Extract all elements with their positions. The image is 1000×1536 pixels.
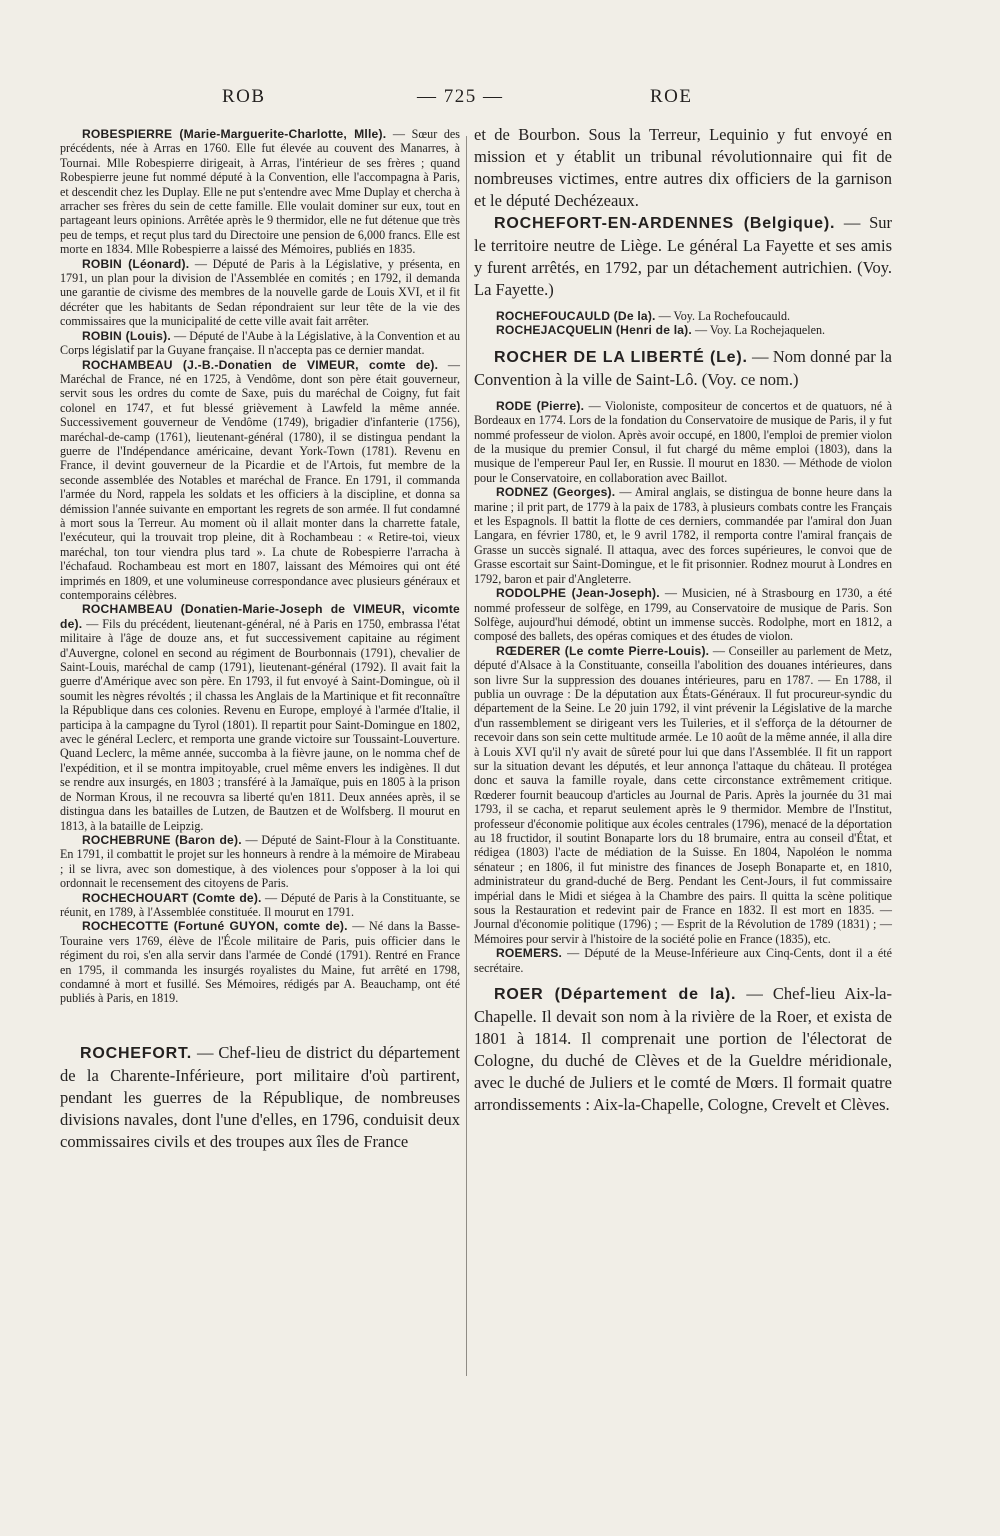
entry-text: — Fils du précédent, lieutenant-général, né à Paris en 1750, embrassa l'état militaire à l'âge de douze ans, et fut successivement capitaine au régiment d'Auvergne, colonel en second au régiment de Bourbonnais (1791), chevalier de Saint-Louis, maréchal de camp (1791), lieutenant-général (1792). Il avait fait la guerre d'Amérique avec son père. En 1793, il fut envoyé à Saint-Domingue, où il soumit les nègres révoltés ; il chassa les Anglais de la Martinique et fit reconnaître la République dans ces colonies. Revenu en Europe, employé à l'armée d'Italie, il participa à la campagne du Tyrol (1801). Il repartit pour Saint-Domingue en 1802, avec le général Leclerc, et remporta une grande victoire sur Toussaint-Louverture. Quand Leclerc, la même année, succomba à la fièvre jaune, on le nomma chef de l'expédition, et il se montra impitoyable, cruel même envers les indigènes. Il dut se rendre aux insurgés, en 1803 ; transféré à la Jamaïque, puis en 1805 à la prison de Norman Krous, il ne recouvra sa liberté qu'en 1811. Deux années après, il se distingua dans les batailles de Lutzen, de Bautzen et de Wolfsberg. Il mourut en 1813, à la bataille de Leipzig. [60,616,460,833]
headword: ROBIN (Louis). [82,328,171,343]
right-entries-b [474,399,892,975]
running-head-right: ROE [650,86,693,107]
left-column [60,127,460,1153]
entry-rochejacquelin [474,323,892,337]
entry-rochebrune [60,833,460,891]
entry-text: — Nom donné par la Convention à la ville de Saint-Lô. (Voy. ce nom.) [474,346,892,389]
headword: ROBIN (Léonard). [82,256,190,271]
entry-roemers [474,946,892,975]
entry-rochechouart [60,891,460,920]
entry-text: — Député de Paris à la Constituante, se réunit, en 1789, à l'Assemblée constituée. Il mourut en 1791. [60,890,460,919]
left-entries [60,127,460,1006]
entry-text: — Chef-lieu Aix-la-Chapelle. Il devait son nom à la rivière de la Roer, et exista de 1801 à 1814. Il comprenait une portion de l'électorat de Cologne, du duché de Clèves et de la Gueldre méridionale, avec le duché de Juliers et le comté de Mœrs. Il formait quatre arrondissements : Aix-la-Chapelle, Cologne, Crevelt et Clèves. [474,984,892,1115]
entry-rochambeau-vicomte [60,602,460,833]
entry-rochefort-en-ardennes [474,212,892,301]
headword: ROCHEJACQUELIN (Henri de la). [496,323,692,338]
entry-rochefort-continuation: et de Bourbon. Sous la Terreur, Lequinio y fut envoyé en mission et y établit un tribunal révolutionnaire qui fit de nombreuses victimes, entre autres dix officiers de la garnison et le député Dechézeaux. [474,125,892,210]
entry-robespierre [60,127,460,257]
headword: ROCHECHOUART (Comte de). [82,890,262,905]
headword: RŒDERER (Le comte Pierre-Louis). [496,643,710,658]
right-entries-a [474,309,892,338]
column-rule [466,136,467,1376]
entry-robin-leonard [60,257,460,329]
headword: RODNEZ (Georges). [496,485,616,500]
entry-text: — Député de la Meuse-Inférieure aux Cinq-Cents, dont il a été secrétaire. [474,946,892,975]
section-spacer [474,975,892,983]
entry-text: — Violoniste, compositeur de concertos et de quatuors, né à Bordeaux en 1774. Lors de la fondation du Conservatoire de musique de Paris, il y fut nommé professeur de violon. Après avoir occupé, en 1800, l'emploi de premier violon de la musique du premier Consul, il fut chargé du même emploi (1803), dans la musique de l'empereur Paul Ier, en Russie. Il mourut en 1830. — Méthode de violon pour le Conservatoire, en collaboration avec Baillot. [474,398,892,485]
headword: RODOLPHE (Jean-Joseph). [496,586,660,601]
entry-rodnez [474,485,892,586]
headword: ROCHEFORT-EN-ARDENNES (Belgique). [494,215,836,232]
entry-rodolphe [474,586,892,644]
right-column [474,124,892,1116]
entry-text: — Voy. La Rochefoucauld. [655,309,791,323]
headword: ROCHAMBEAU (Donatien-Marie-Joseph de VIMEUR, vicomte de). [60,602,460,631]
entry-text: — Voy. La Rochejaquelen. [691,323,826,338]
entry-text: — Né dans la Basse-Touraine vers 1769, élève de l'École militaire de Paris, puis officier dans le régiment du roi, s'en alla servir dans l'armée de Condé (1791). Rentré en France en 1795, il commanda les insurgés royalistes du Maine, fut arrêté en 1798, condamné à mort et fusillé. Ses Mémoires, rédigés par A. Beauchamp, ont été publiés à Paris, en 1819. [60,919,460,1006]
entry-text: — Sur le territoire neutre de Liège. Le général La Fayette et ses amis y furent arrêtés, en 1792, par un détachement autrichien. (Voy. La Fayette.) [474,213,892,299]
page-number: — 725 — [417,86,504,107]
headword: ROCHEFOUCAULD (De la). [496,309,656,323]
entry-text: — Musicien, né à Strasbourg en 1730, a été nommé professeur de solfège, en 1799, au Conservatoire de musique de Paris. Son Solfège, aujourd'hui démodé, obtint un immense succès. Rodolphe, mort en 1812, a composé des ballets, des opéras comiques et des études de violon. [474,586,892,644]
headword: ROBESPIERRE (Marie-Marguerite-Charlotte, Mlle). [82,127,387,141]
entry-text: — Amiral anglais, se distingua de bonne heure dans la marine ; il prit part, de 1779 à la paix de 1783, à plusieurs combats contre les Français et les Espagnols. Il battit la flotte de ces derniers, commandée par l'amiral don Juan Langara, en février 1780, et, le 9 avril 1782, il remporta contre l'amiral français de Grasse un succès signalé. Il attaqua, avec des forces supérieures, le convoi que de Grasse escortait sur Saint-Domingue, et le fit prisonnier. Rodnez mourut à Londres en 1792, baron et pair d'Angleterre. [474,485,892,586]
section-spacer [474,301,892,309]
entry-text: — Député de Saint-Flour à la Constituante. En 1791, il combattit le projet sur les honneurs à rendre à la mémoire de Mirabeau ; il se livra, avec son domestique, à des violences pour s'opposer à la loi qui ordonnait le recensement des citoyens de Paris. [60,832,461,891]
section-spacer [474,338,892,346]
entry-text: — Sœur des précédents, née à Arras en 1760. Elle fut élevée au couvent des Manarres, à Tournai. Mlle Robespierre dirigeait, à Arras, l'intérieur de ses frères ; quand Robespierre jeune fut nommé député à la Convention, elle l'accompagna à Paris, et descendit chez les Duplay. Elle ne put s'entendre avec Mme Duplay et chercha à arracher ses frères du sein de cette famille. Elle voulait dominer sur eux, tout en partageant leurs opinions. Arrêtée après le 9 thermidor, elle ne fut détenue que très peu de temps, et reçut plus tard du Directoire une pension de 6,000 francs. Elle est morte en 1834. Mlle Robespierre a laissé des Mémoires, publiés en 1835. [60,127,460,257]
entry-roer [474,983,892,1116]
headword: ROCHER DE LA LIBERTÉ (Le). [494,348,748,366]
running-head-left: ROB [222,86,266,107]
section-spacer [60,1006,460,1042]
entry-rochefort [60,1042,460,1153]
page-header [60,86,940,116]
entry-text: — Député de Paris à la Législative, y présenta, en 1791, un plan pour la division de l'Assemblée en comités ; en 1792, il demanda une garantie de civisme des membres de la nouvelle garde de Louis XVI, et il fit décréter que les habitants de Sedan répondraient sur leur tête de la vie des commissaires que la municipalité de cette ville avait fait arrêter. [60,256,460,329]
entry-text: — Député de l'Aube à la Législative, à la Convention et au Corps législatif par la Guyane française. Il n'accepta pas ce dernier mandat. [60,328,460,358]
entry-rocher-de-la-liberte [474,346,892,391]
headword: ROER (Département de la). [494,986,737,1004]
entry-text: — Chef-lieu de district du département de la Charente-Inférieure, port militaire d'où partirent, pendant les guerres de la République, de nombreuses divisions navales, dont l'une d'elles, en 1796, conduisit deux commissaires civils et des troupes aux îles de France [60,1042,460,1151]
entry-rochecotte [60,919,460,1005]
headword: ROCHEBRUNE (Baron de). [82,832,242,847]
section-spacer [474,391,892,399]
entry-rochefoucauld [474,309,892,323]
entry-robin-louis [60,329,460,358]
entry-text: — Maréchal de France, né en 1725, à Vendôme, dont son père était gouverneur, servit sous les ordres du comte de Saxe, puis du maréchal de Coigny, fut fait colonel en 1747, et fut blessé grièvement à Lawfeld la même année. Successivement gouverneur de Vendôme (1749), brigadier d'infanterie (1756), maréchal-de-camp (1761), lieutenant-général (1780), il se distingua pendant la guerre de l'Indépendance américaine, devant York-Town (1781). Revenu en France, il devint gouverneur de la Picardie et de l'Artois, fut membre de la seconde assemblée des Notables et maréchal de France. En 1791, il commanda l'armée du Nord, rappela les soldats et les officiers à la discipline, et donna sa démission l'année suivante en emportant les regrets de son armée. Il fut condamné à mort sous la Terreur. Au moment où il allait monter dans la charrette fatale, l'exécuteur, qui la trouvait trop pleine, dit à Rochambeau : « Retire-toi, vieux maréchal, ton tour viendra plus tard ». La chute de Robespierre l'arracha à l'échafaud. Rochambeau est mort en 1807, laissant des Mémoires qui ont été imprimés en 1809, et une volumineuse correspondance avec plusieurs généraux et contemporains célèbres. [60,357,460,602]
headword: ROEMERS. [496,946,563,961]
headword: RODE (Pierre). [496,398,585,413]
headword: ROCHECOTTE (Fortuné GUYON, comte de). [82,919,348,934]
headword: ROCHEFORT. [80,1044,192,1062]
entry-text: — Conseiller au parlement de Metz, député d'Alsace à la Constituante, conseilla l'abolition des douanes intérieures, dans son livre Sur la suppression des douanes intérieures, paru en 1787. — En 1788, il publia un ouvrage : De la députation aux États-Généraux. Il fut procureur-syndic du département de la Seine. Le 20 juin 1792, il vint prévenir la Législative de la marche d'un rassemblement se dirigeant vers les Tuileries, et il s'efforça de la détourner de recevoir dans son sein cette multitude armée. Le 10 août de la même année, il alla dire à Louis XVI qu'il n'y avait de sûreté pour lui que dans l'Assemblée. Il fit un rapport sur la situation devant les députés, et leur annonça l'attaque du château. Il protégea donc et sauva la famille royale, dans cette circonstance extrêmement critique. Rœderer fournit beaucoup d'articles au Journal de Paris. Après la journée du 31 mai 1793, il se cacha, et reparut seulement après le 9 thermidor. Membre de l'Institut, professeur d'économie politique aux écoles centrales (1796), menacé de la déportation au 18 fructidor, il soutint Bonaparte lors du 18 brumaire, entra au conseil d'État, et rédigea (1803) l'acte de médiation de la Suisse. En 1804, Napoléon le nomma sénateur ; en 1806, il fut ministre des finances de Joseph Bonaparte et, en 1810, administrateur du grand-duché de Berg. Pendant les Cent-Jours, il fut commissaire impérial dans le Midi et siégea à la Chambre des pairs. Il quitta la scène politique sous la Restauration et redevint pair de France en 1832. Il est mort en 1835. — Journal d'économie politique (1796) ; — Esprit de la Révolution de 1789 (1831) ; — Mémoires pour servir à l'histoire de la société polie en France (1835), etc. [474,643,893,946]
entry-rode [474,399,892,485]
headword: ROCHAMBEAU (J.-B.-Donatien de VIMEUR, comte de). [82,357,439,372]
entry-rochambeau-comte [60,358,460,603]
entry-roederer [474,644,892,947]
